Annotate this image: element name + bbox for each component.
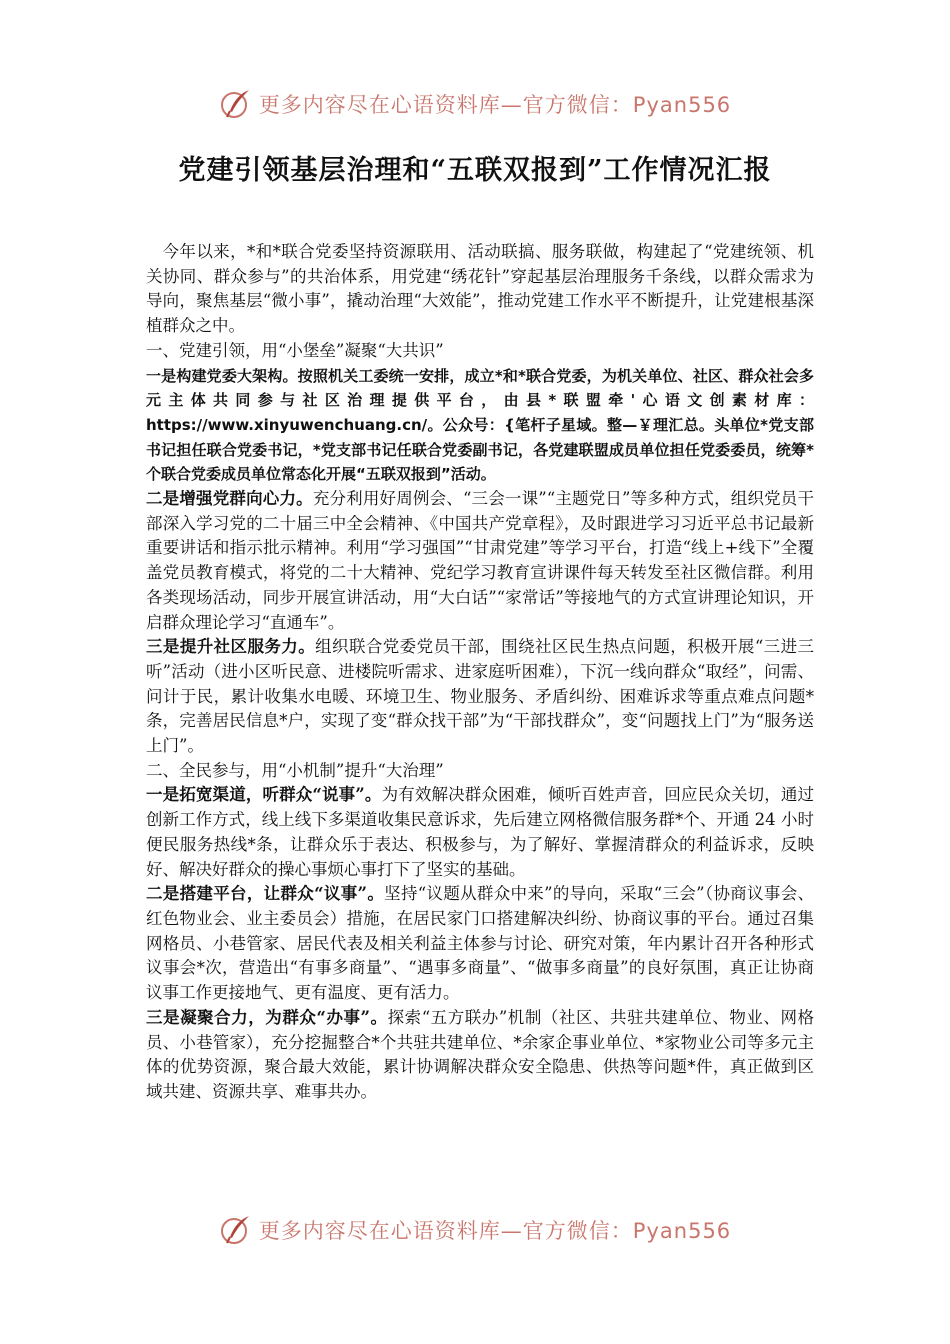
paragraph-body: 组织联合党委党员干部，围绕社区民生热点问题，积极开展“三进三听”活动（进小区听民意、进楼院听需求、进家庭听困难），下沉一线向群众“取经”，问需、问计于民，累计收集水电暖、环境卫生、物业服务、矛盾纠纷、困难诉求等重点难点问题*条，完善居民信息*户，实现了变“群众找干部”为“干部找群众”，变“问题找上门”为“服务送上门”。 (146, 637, 815, 756)
section-2-paragraph-2 (146, 882, 814, 1006)
paragraph-body: 探索“五方联办”机制（社区、共驻共建单位、物业、网格员、小巷管家），充分挖掘整合*个共驻共建单位、*余家企事业单位、*家物业公司等多元主体的优势资源，聚合最大效能，累计协调解决群众安全隐患、供热等问题*件，真正做到区域共建、资源共享、难事共办。 (146, 1007, 815, 1101)
footer-watermark-banner (0, 1208, 950, 1252)
watermark-text: 更多内容尽在心语资料库—官方微信：Pyan556 (258, 93, 732, 117)
paragraph-body: 坚持“议题从群众中来”的导向，采取“三会”（协商议事会、红色物业会、业主委员会）措施，在居民家门口搭建解决纠纷、协商议事的平台。通过召集网格员、小巷管家、居民代表及相关利益主体参与讨论、研究对策，年内累计召开各种形式议事会*次，营造出“有事多商量”、“遇事多商量”、“做事多商量”的良好氛围，真正让协商议事工作更接地气、更有温度、更有活力。 (146, 884, 814, 1003)
paragraph-lead: 一是拓宽渠道，听群众“说事”。 (146, 785, 382, 805)
document-title: 党建引领基层治理和“五联双报到”工作情况汇报 (178, 155, 772, 186)
paragraph-body: 充分利用好周例会、“三会一课”“主题党日”等多种方式，组织党员干部深入学习党的二十届三中全会精神、《中国共产党章程》，及时跟进学习习近平总书记最新重要讲话和指示批示精神。利用“学习强国”“甘肃党建”等学习平台，打造“线上+线下”全覆盖党员教育模式，将党的二十大精神、党纪学习教育宣讲课件每天转发至社区微信群。利用各类现场活动，同步开展宣讲活动，用“大白话”“家常话”等接地气的方式宣讲理论知识，开启群众理论学习“直通车”。 (146, 489, 814, 632)
header-watermark-banner (0, 82, 950, 126)
section-2-paragraph-3 (146, 1006, 814, 1105)
quill-pen-icon (219, 1213, 253, 1247)
document-body (146, 240, 814, 1105)
intro-paragraph: 今年以来，*和*联合党委坚持资源联用、活动联搞、服务联做，构建起了“党建统领、机关协同、群众参与”的共治体系，用党建“绣花针”穿起基层治理服务千条线，以群众需求为导向，聚焦基层“微小事”，撬动治理“大效能”，推动党建工作水平不断提升，让党建根基深植群众之中。 (146, 242, 814, 336)
section-1-heading: 一、党建引领，用“小堡垒”凝聚“大共识” (146, 340, 444, 360)
quill-pen-icon (219, 87, 253, 121)
paragraph-lead: 三是凝聚合力，为群众“办事”。 (146, 1007, 388, 1027)
section-1-paragraph-2 (146, 487, 814, 635)
section-2-heading: 二、全民参与，用“小机制”提升“大治理” (146, 760, 444, 780)
section-2-paragraph-1 (146, 783, 814, 882)
paragraph-lead: 二是增强党群向心力。 (146, 489, 313, 509)
watermark-text: 更多内容尽在心语资料库—官方微信：Pyan556 (258, 1219, 732, 1243)
paragraph-body: 为有效解决群众困难，倾听百姓声音，回应民众关切，通过创新工作方式，线上线下多渠道收集民意诉求，先后建立网格微信服务群*个、开通 24 小时便民服务热线*条，让群众乐于表达、积极参与，为了解好、掌握清群众的利益诉求，反映好、解决好群众的操心事烦心事打下了坚实的基础。 (146, 785, 815, 879)
paragraph-lead: 三是提升社区服务力。 (146, 637, 316, 657)
paragraph-lead: 二是搭建平台，让群众“议事”。 (146, 884, 385, 904)
section-1-paragraph-1: 一是构建党委大架构。按照机关工委统一安排，成立*和*联合党委，为机关单位、社区、群众社会多元主体共同参与社区治理提供平台，由县*联盟牵'心语文创素材库：https://www.xinyuwenchuang.cn/。公众号：{笔杆子星域。整—￥理汇总。头单位*党支部书记担任联合党委书记，*党支部书记任联合党委副书记，各党建联盟成员单位担任党委委员，统筹*个联合党委成员单位常态化开展“五联双报到”活动。 (146, 366, 814, 484)
section-1-paragraph-3 (146, 635, 814, 759)
